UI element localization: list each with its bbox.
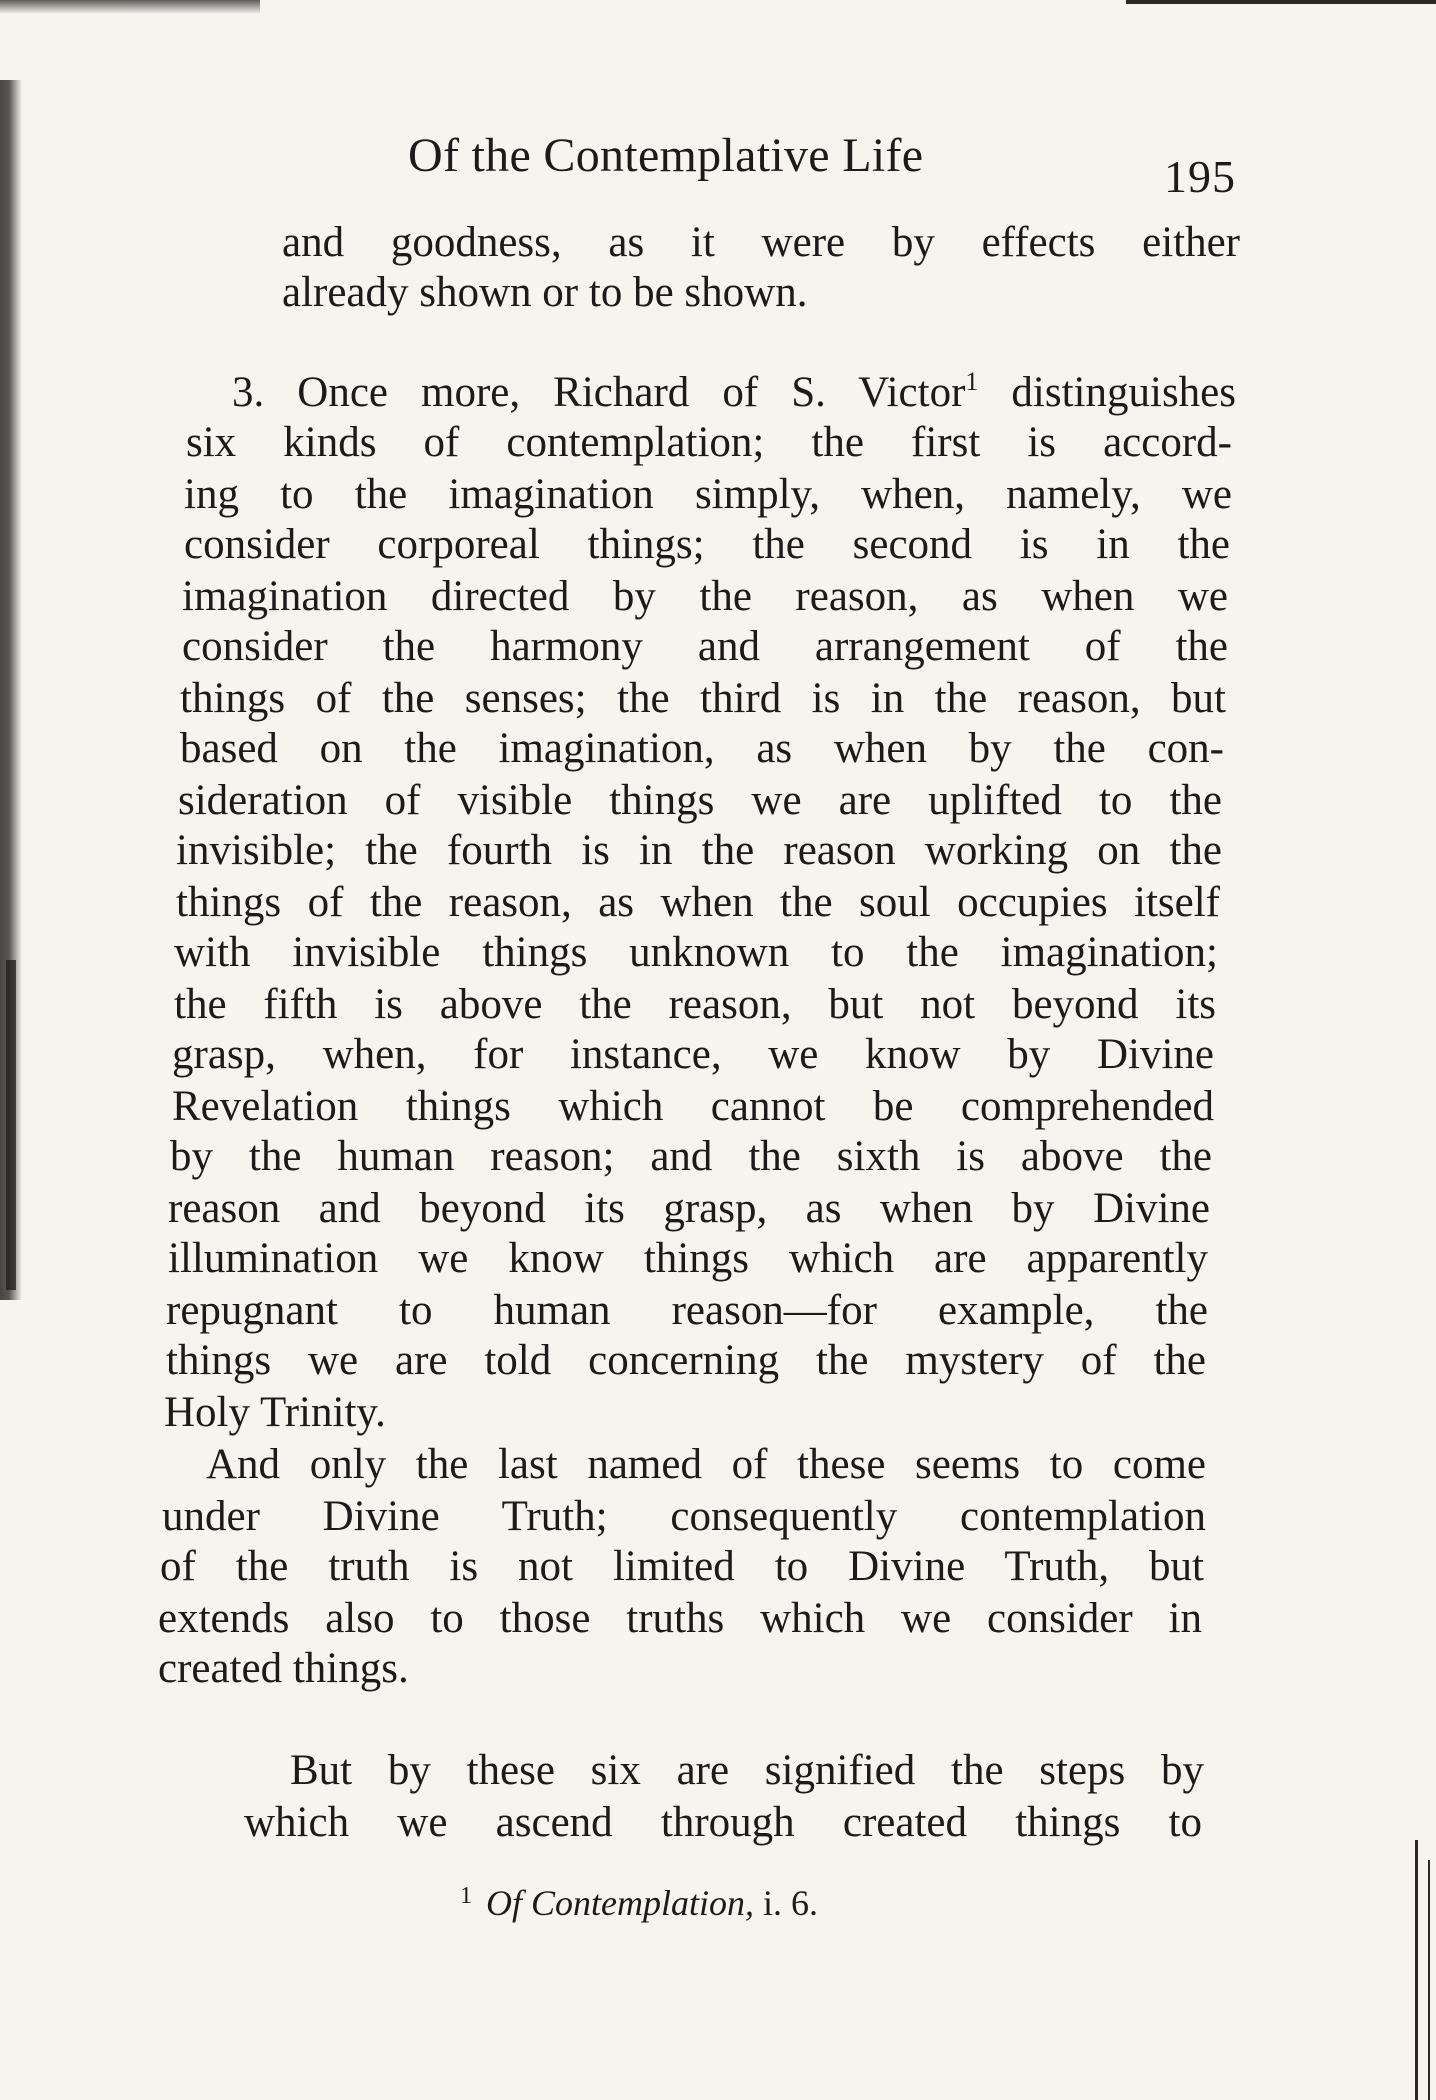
text-line: and goodness, as it were by effects either [282, 219, 1240, 266]
page-number: 195 [1164, 151, 1236, 202]
text-line: things we are told concerning the mystery of the [166, 1337, 1206, 1384]
text-line: grasp, when, for instance, we know by Divine [172, 1031, 1214, 1078]
text-line: But by these six are signified the steps by [290, 1747, 1204, 1794]
text-line: consider corporeal things; the second is in the [184, 521, 1230, 568]
text-line: Revelation things which cannot be comprehended [172, 1083, 1214, 1130]
text-line: repugnant to human reason—for example, the [166, 1287, 1208, 1334]
footnote-marker: 1 [460, 1883, 472, 1909]
text-line: imagination directed by the reason, as when we [182, 573, 1228, 620]
text-line: invisible; the fourth is in the reason working on the [176, 827, 1222, 874]
text-line: ing to the imagination simply, when, namely, we [184, 471, 1232, 518]
text-line: by the human reason; and the sixth is above the [170, 1133, 1212, 1180]
scan-edge-line [1415, 1840, 1418, 2100]
text-line: things of the senses; the third is in the reason, but [180, 675, 1226, 722]
text-line: created things. [158, 1645, 409, 1692]
scan-binding-shadow [6, 960, 16, 1290]
text-line: illumination we know things which are apparently [168, 1235, 1208, 1282]
text-line: under Divine Truth; consequently contemplation [162, 1493, 1206, 1540]
text-line: consider the harmony and arrangement of the [182, 623, 1228, 670]
footnote-ref: i. 6. [754, 1883, 819, 1923]
text-line: reason and beyond its grasp, as when by Divine [168, 1185, 1210, 1232]
paragraph-start: 3. Once more, Richard of S. Victor [232, 369, 966, 416]
text-line: the fifth is above the reason, but not beyond its [174, 981, 1216, 1028]
running-head: Of the Contemplative Life [408, 129, 924, 182]
scan-edge-line [1126, 0, 1436, 4]
text-line: based on the imagination, as when by the con- [180, 725, 1224, 772]
text-line: Holy Trinity. [164, 1389, 386, 1436]
footnote-reference: 1 [965, 367, 979, 396]
scan-edge-line [1428, 1860, 1430, 2100]
text-line: things of the reason, as when the soul occupies itself [176, 879, 1220, 926]
text-line: which we ascend through created things to [244, 1799, 1202, 1846]
text-line: of the truth is not limited to Divine Truth, but [160, 1543, 1204, 1590]
scan-shadow [0, 0, 260, 14]
text-line: extends also to those truths which we consider in [158, 1595, 1202, 1642]
text-line [232, 368, 1236, 418]
text-line: And only the last named of these seems to come [206, 1441, 1206, 1488]
text-line: six kinds of contemplation; the first is accord- [186, 419, 1232, 466]
text-line: already shown or to be shown. [282, 269, 808, 316]
footnote-title: Of Contemplation, [486, 1883, 754, 1923]
footnote [460, 1882, 818, 1924]
text-line: sideration of visible things we are uplifted to the [178, 777, 1222, 824]
text-line: with invisible things unknown to the imagination; [174, 929, 1218, 976]
text-line-tail: distinguishes [978, 369, 1237, 416]
